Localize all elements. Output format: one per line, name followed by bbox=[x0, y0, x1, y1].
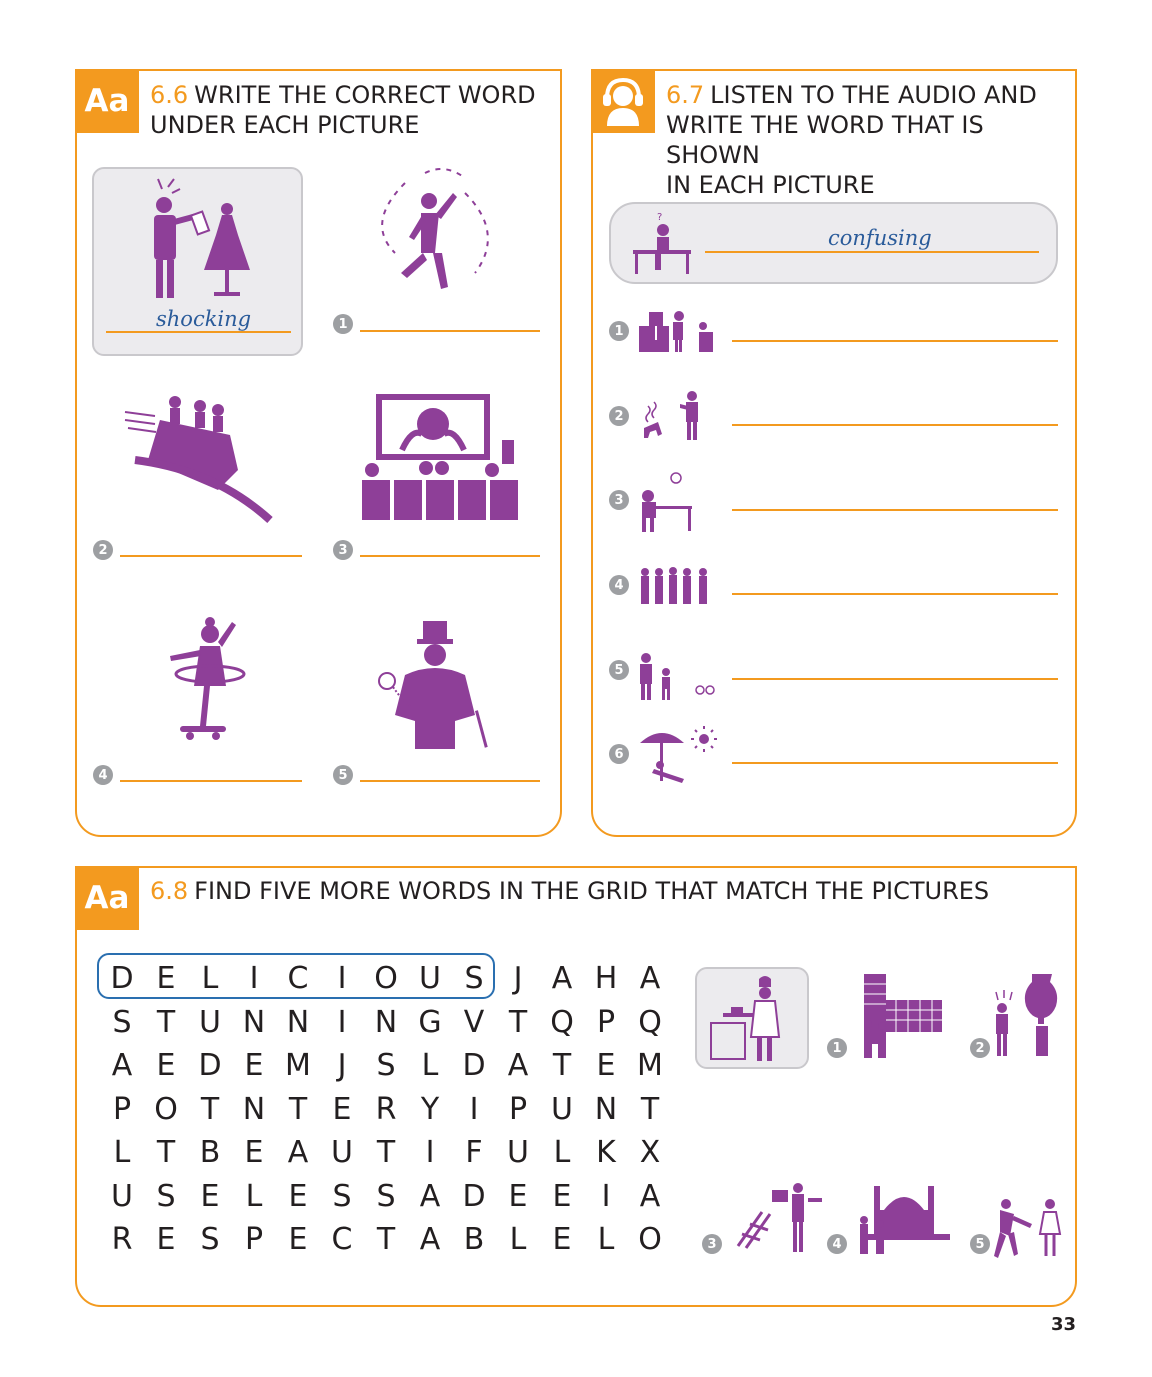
grid-letter[interactable]: S bbox=[376, 1048, 396, 1083]
grid-letter[interactable]: L bbox=[509, 1222, 527, 1257]
instruction-line: WRITE THE CORRECT WORD bbox=[194, 81, 536, 109]
grid-letter[interactable]: T bbox=[552, 1048, 572, 1083]
grid-letter[interactable]: H bbox=[594, 961, 618, 996]
instruction-line: WRITE THE WORD THAT IS SHOWN bbox=[666, 111, 984, 169]
answer-line-4[interactable] bbox=[732, 593, 1058, 595]
grid-letter[interactable]: N bbox=[242, 1004, 266, 1040]
item-number-badge: 3 bbox=[333, 540, 353, 560]
grid-letter[interactable]: O bbox=[154, 1091, 178, 1127]
grid-letter[interactable]: A bbox=[111, 1048, 133, 1083]
grid-letter[interactable]: A bbox=[287, 1135, 309, 1170]
excited-dancer-icon bbox=[365, 163, 505, 298]
grid-letter[interactable]: S bbox=[332, 1178, 352, 1214]
grid-letter[interactable]: E bbox=[596, 1048, 616, 1083]
grid-letter[interactable]: L bbox=[201, 961, 219, 996]
grid-letter[interactable]: J bbox=[337, 1048, 347, 1083]
answer-line-5[interactable] bbox=[360, 780, 540, 782]
item-number-badge: 6 bbox=[609, 744, 629, 764]
grid-letter[interactable]: E bbox=[288, 1222, 308, 1257]
item-number-badge: 1 bbox=[827, 1038, 847, 1058]
exercise-6-7-header bbox=[666, 80, 1075, 200]
grid-letter[interactable]: B bbox=[199, 1135, 221, 1170]
smelly-dog-owner-icon bbox=[640, 382, 710, 442]
grid-letter[interactable]: R bbox=[111, 1222, 133, 1257]
instruction-line: UNDER EACH PICTURE bbox=[150, 111, 420, 139]
grid-letter[interactable]: P bbox=[112, 1091, 132, 1127]
answer-line-4[interactable] bbox=[120, 780, 302, 782]
item-number-badge: 2 bbox=[93, 540, 113, 560]
item-number-badge: 3 bbox=[702, 1234, 722, 1254]
grid-letter[interactable]: N bbox=[374, 1004, 398, 1040]
vocabulary-badge: Aa bbox=[75, 866, 139, 930]
crowd-of-people-icon bbox=[637, 566, 717, 606]
item-number-badge: 2 bbox=[609, 406, 629, 426]
svg-text:?: ? bbox=[657, 212, 663, 223]
broken-vase-icon bbox=[984, 970, 1064, 1060]
grid-letter[interactable]: T bbox=[376, 1135, 396, 1170]
answer-line-3[interactable] bbox=[360, 555, 540, 557]
grid-letter[interactable]: I bbox=[337, 961, 347, 996]
grid-letter[interactable]: V bbox=[463, 1004, 485, 1040]
grid-letter[interactable]: E bbox=[200, 1178, 220, 1214]
grid-letter[interactable]: N bbox=[594, 1091, 618, 1127]
grid-letter[interactable]: P bbox=[244, 1222, 264, 1257]
man-broken-chair-book-icon bbox=[730, 1176, 830, 1256]
grid-letter[interactable]: I bbox=[337, 1004, 347, 1040]
grid-letter[interactable]: Q bbox=[550, 1004, 574, 1040]
grid-letter[interactable]: E bbox=[332, 1091, 352, 1127]
answer-line-1[interactable] bbox=[732, 340, 1058, 342]
grid-letter[interactable]: E bbox=[156, 1222, 176, 1257]
answer-line-3[interactable] bbox=[732, 509, 1058, 511]
example-box-6-8 bbox=[695, 967, 809, 1069]
grid-letter[interactable]: L bbox=[245, 1178, 263, 1214]
item-number-badge: 2 bbox=[970, 1038, 990, 1058]
listening-badge bbox=[591, 69, 655, 133]
page-number: 33 bbox=[1050, 1314, 1076, 1335]
grid-letter[interactable]: U bbox=[419, 961, 441, 996]
item-number-badge: 1 bbox=[333, 314, 353, 334]
grid-letter[interactable]: K bbox=[596, 1135, 616, 1170]
grid-letter[interactable]: U bbox=[507, 1135, 529, 1170]
grid-letter[interactable]: S bbox=[200, 1222, 220, 1257]
answer-line-6[interactable] bbox=[732, 762, 1058, 764]
grid-letter[interactable]: T bbox=[508, 1004, 528, 1040]
example-box-6-7 bbox=[609, 202, 1058, 284]
grid-letter[interactable]: L bbox=[597, 1222, 615, 1257]
instruction-line: FIND FIVE MORE WORDS IN THE GRID THAT MATCH THE PICTURES bbox=[194, 877, 990, 905]
grid-letter[interactable]: L bbox=[421, 1048, 439, 1083]
grid-letter[interactable]: S bbox=[376, 1178, 396, 1214]
exercise-number: 6.7 bbox=[666, 81, 705, 109]
instruction-line: LISTEN TO THE AUDIO AND bbox=[710, 81, 1037, 109]
grid-letter[interactable]: D bbox=[110, 961, 134, 996]
grid-letter[interactable]: P bbox=[596, 1004, 616, 1040]
grid-letter[interactable]: C bbox=[331, 1222, 353, 1257]
grid-letter[interactable]: E bbox=[552, 1222, 572, 1257]
grid-letter[interactable]: T bbox=[200, 1091, 220, 1127]
item-number-badge: 4 bbox=[827, 1234, 847, 1254]
grid-letter[interactable]: Y bbox=[420, 1091, 440, 1127]
grid-letter[interactable]: I bbox=[249, 961, 259, 996]
word-search-grid[interactable] bbox=[100, 957, 672, 1262]
exercise-number: 6.8 bbox=[150, 877, 189, 905]
answer-line-5[interactable] bbox=[732, 678, 1058, 680]
example-answer: shocking bbox=[156, 307, 252, 331]
rollercoaster-icon bbox=[120, 390, 280, 530]
example-word-circle bbox=[97, 953, 495, 999]
item-number-badge: 5 bbox=[609, 660, 629, 680]
grid-letter[interactable]: B bbox=[463, 1222, 485, 1257]
gentleman-top-hat-icon bbox=[375, 615, 495, 755]
item-number-badge: 4 bbox=[609, 575, 629, 595]
woman-tripping-icon bbox=[990, 1190, 1070, 1260]
item-number-badge: 5 bbox=[970, 1234, 990, 1254]
grid-letter[interactable]: Q bbox=[638, 1004, 662, 1040]
answer-line bbox=[106, 331, 291, 333]
grid-letter[interactable]: P bbox=[508, 1091, 528, 1127]
grid-letter[interactable]: D bbox=[462, 1048, 486, 1083]
grid-letter[interactable]: U bbox=[551, 1091, 573, 1127]
grid-letter[interactable]: A bbox=[639, 961, 661, 996]
grid-letter[interactable]: F bbox=[465, 1135, 483, 1170]
exercise-6-7-panel bbox=[591, 69, 1077, 837]
confused-person-desk-icon bbox=[629, 210, 699, 276]
grid-letter[interactable]: M bbox=[285, 1048, 311, 1083]
grid-letter[interactable]: I bbox=[469, 1091, 479, 1127]
grid-letter[interactable]: D bbox=[462, 1178, 486, 1214]
parent-child-glasses-icon bbox=[634, 652, 724, 702]
moving-boxes-icon bbox=[637, 308, 717, 354]
grid-letter[interactable]: T bbox=[156, 1135, 176, 1170]
grid-letter[interactable]: A bbox=[507, 1048, 529, 1083]
grid-letter[interactable]: T bbox=[376, 1222, 396, 1257]
example-box-6-6 bbox=[92, 167, 303, 356]
skateboarding-hula-hoop-girl-icon bbox=[160, 612, 250, 752]
grid-letter[interactable]: E bbox=[244, 1135, 264, 1170]
historic-building-tourists-icon bbox=[856, 1176, 956, 1256]
grid-letter[interactable]: A bbox=[419, 1222, 441, 1257]
grid-letter[interactable]: X bbox=[639, 1135, 661, 1170]
answer-line bbox=[705, 251, 1039, 253]
item-number-badge: 1 bbox=[609, 321, 629, 341]
item-number-badge: 4 bbox=[93, 765, 113, 785]
grid-letter[interactable]: T bbox=[156, 1004, 176, 1040]
grid-letter[interactable]: I bbox=[425, 1135, 435, 1170]
grid-letter[interactable]: G bbox=[418, 1004, 442, 1040]
grid-letter[interactable]: E bbox=[552, 1178, 572, 1214]
grid-letter[interactable]: M bbox=[637, 1048, 663, 1083]
grid-letter[interactable]: U bbox=[199, 1004, 221, 1040]
grid-letter[interactable]: U bbox=[331, 1135, 353, 1170]
grid-letter[interactable]: S bbox=[112, 1004, 132, 1040]
grid-letter[interactable]: O bbox=[374, 961, 398, 996]
grid-letter[interactable]: E bbox=[156, 961, 176, 996]
beach-umbrella-sun-icon bbox=[638, 725, 718, 785]
item-number-badge: 3 bbox=[609, 490, 629, 510]
grid-letter[interactable]: U bbox=[111, 1178, 133, 1214]
example-answer: confusing bbox=[828, 226, 932, 250]
grid-letter[interactable]: N bbox=[242, 1091, 266, 1127]
grid-letter[interactable]: L bbox=[113, 1135, 131, 1170]
horror-movie-cinema-icon bbox=[342, 390, 532, 525]
grid-letter[interactable]: I bbox=[601, 1178, 611, 1214]
grid-letter[interactable]: A bbox=[419, 1178, 441, 1214]
city-buildings-tourists-icon bbox=[856, 970, 946, 1060]
instruction-line: IN EACH PICTURE bbox=[666, 171, 875, 199]
grid-letter[interactable]: N bbox=[286, 1004, 310, 1040]
grid-letter[interactable]: J bbox=[513, 961, 523, 996]
exercise-6-8-header bbox=[150, 876, 989, 906]
item-number-badge: 5 bbox=[333, 765, 353, 785]
answer-line-1[interactable] bbox=[360, 330, 540, 332]
answer-line-2[interactable] bbox=[732, 424, 1058, 426]
grid-letter[interactable]: T bbox=[288, 1091, 308, 1127]
grid-letter[interactable]: S bbox=[156, 1178, 176, 1214]
sleepy-student-desk-icon bbox=[638, 470, 698, 532]
grid-letter[interactable]: A bbox=[639, 1178, 661, 1214]
grid-letter[interactable]: O bbox=[638, 1222, 662, 1257]
grid-letter[interactable]: E bbox=[156, 1048, 176, 1083]
grid-letter[interactable]: R bbox=[375, 1091, 397, 1127]
grid-letter[interactable]: A bbox=[551, 961, 573, 996]
vocabulary-badge: Aa bbox=[75, 69, 139, 133]
headphones-icon bbox=[599, 76, 647, 126]
grid-letter[interactable]: E bbox=[244, 1048, 264, 1083]
grid-letter[interactable]: L bbox=[553, 1135, 571, 1170]
chef-cooking-icon bbox=[703, 973, 803, 1065]
grid-letter[interactable]: T bbox=[640, 1091, 660, 1127]
grid-letter[interactable]: E bbox=[288, 1178, 308, 1214]
shopping-woman-dress-icon bbox=[134, 175, 264, 305]
grid-letter[interactable]: C bbox=[287, 961, 309, 996]
answer-line-2[interactable] bbox=[120, 555, 302, 557]
exercise-6-6-header bbox=[150, 80, 536, 140]
exercise-number: 6.6 bbox=[150, 81, 189, 109]
grid-letter[interactable]: E bbox=[508, 1178, 528, 1214]
grid-letter[interactable]: D bbox=[198, 1048, 222, 1083]
grid-letter[interactable]: S bbox=[464, 961, 484, 996]
